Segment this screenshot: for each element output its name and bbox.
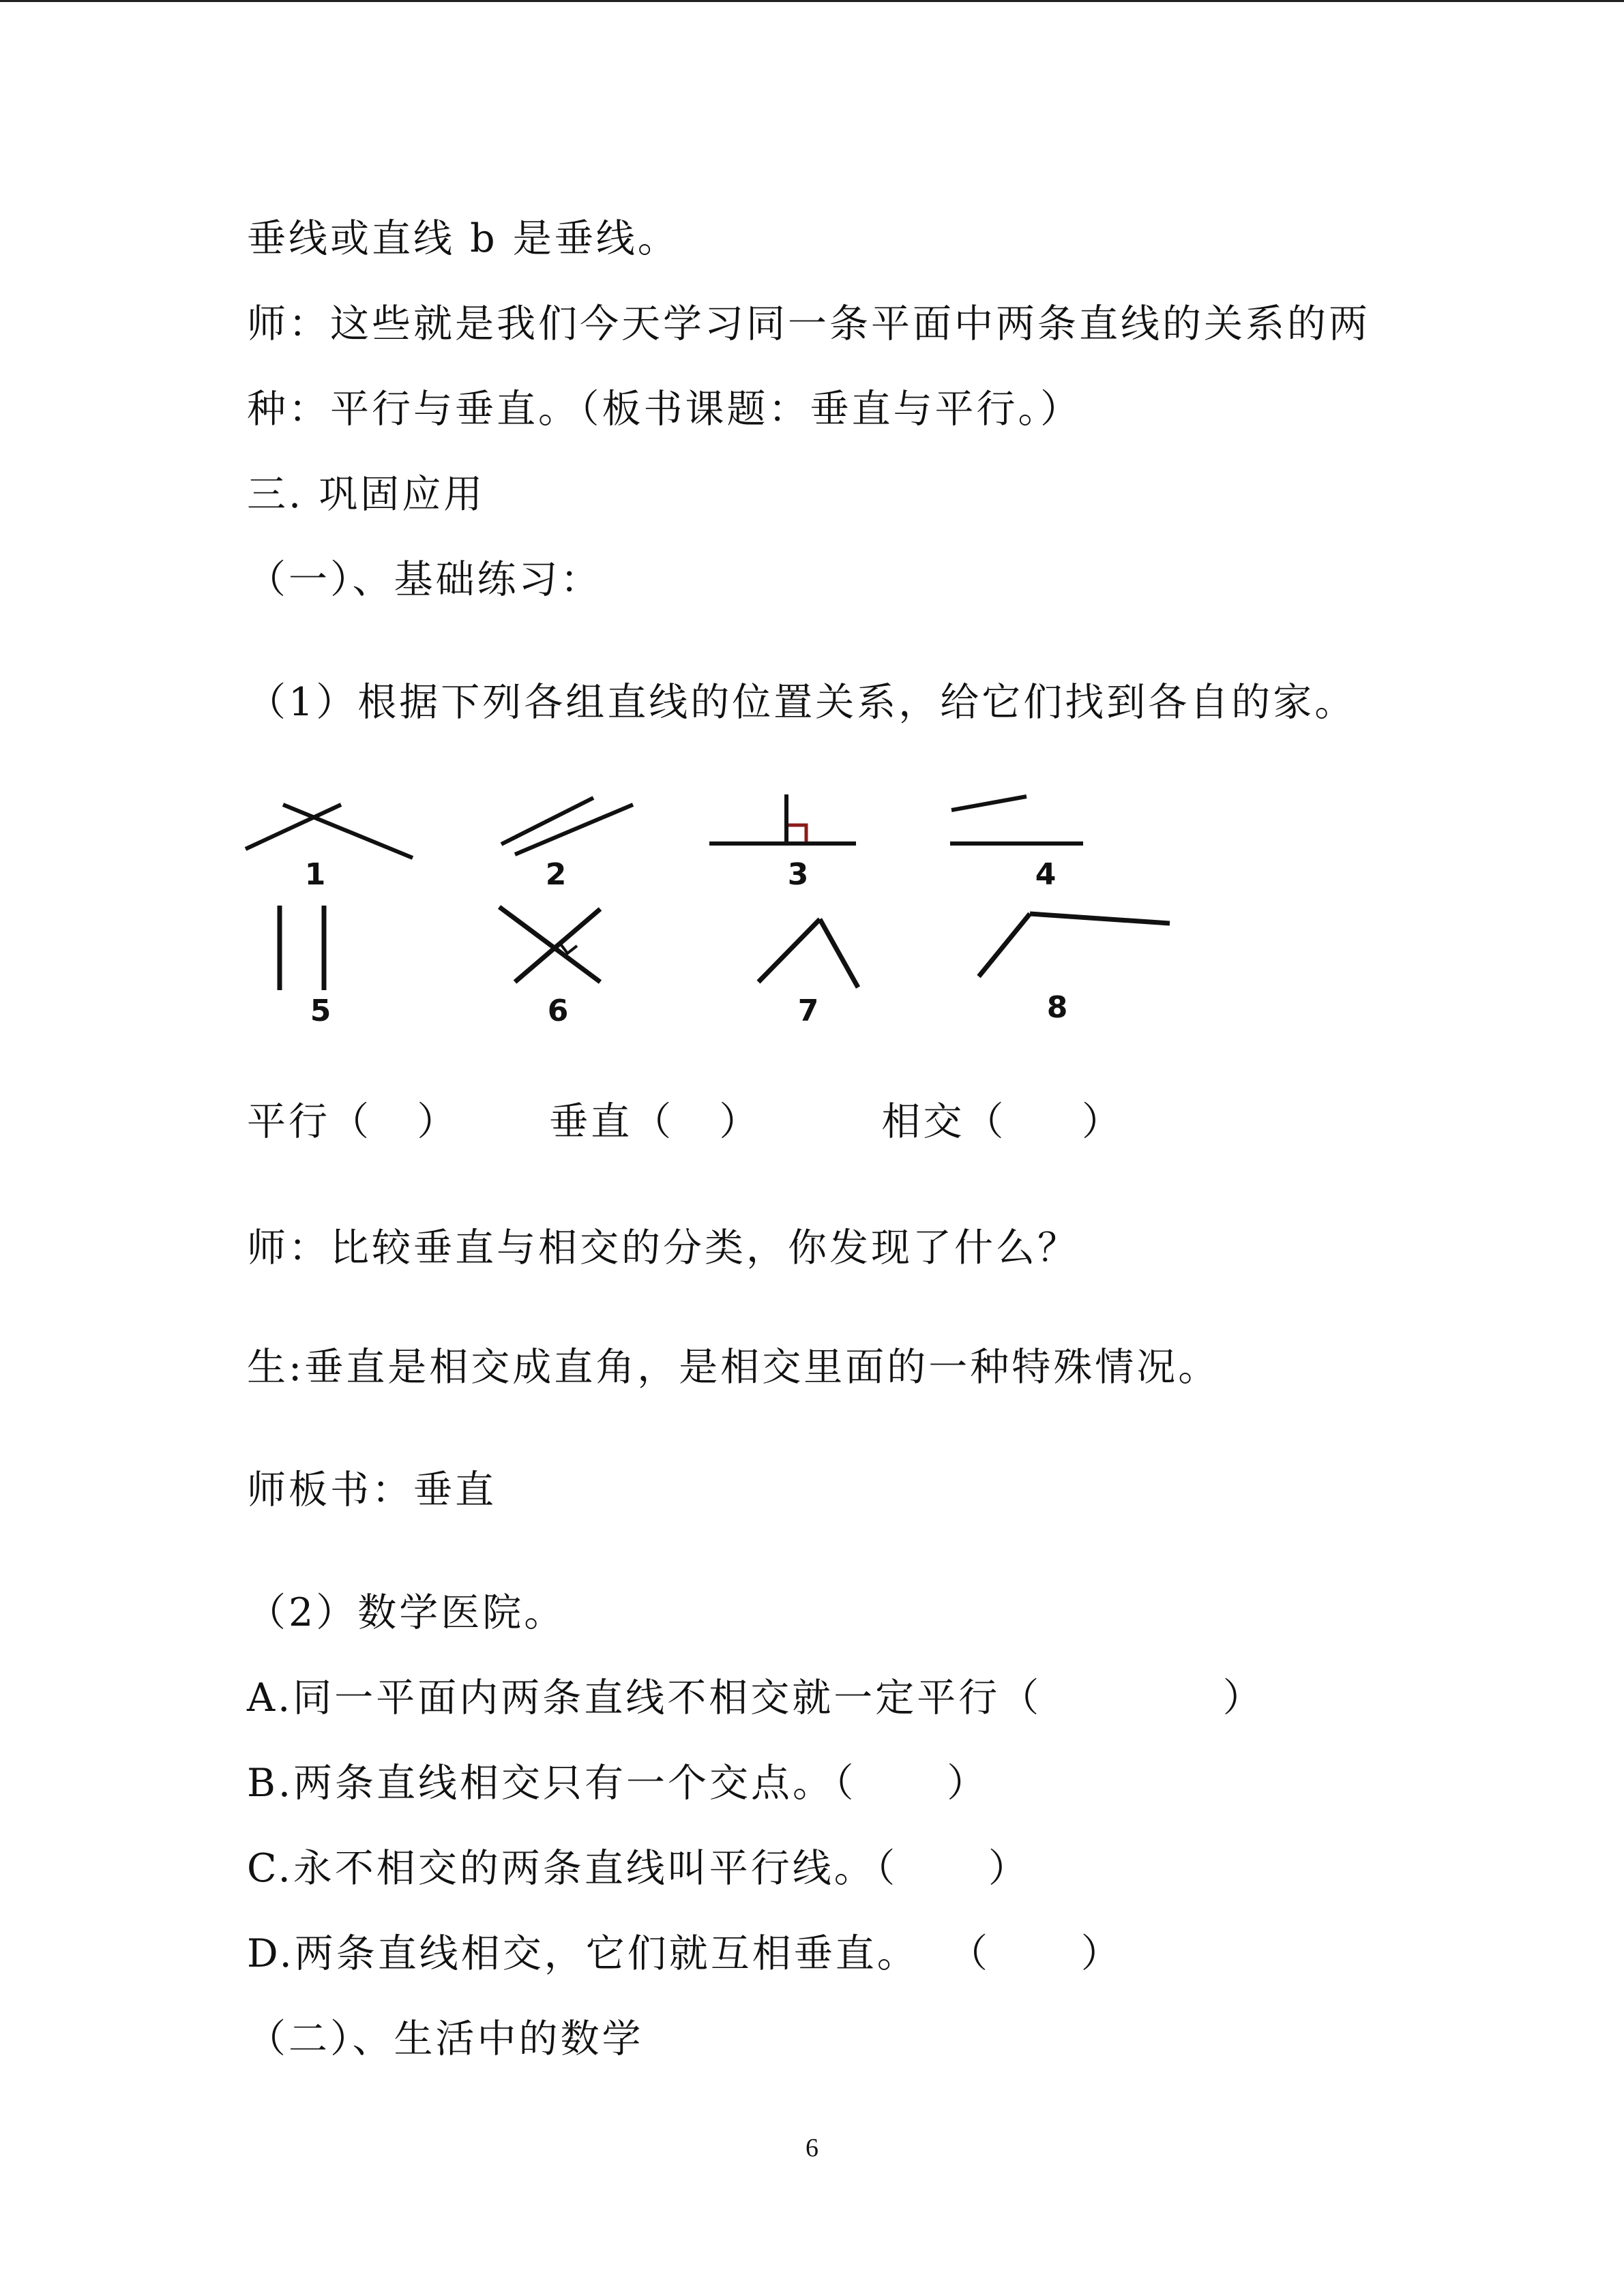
exercise-2-heading: （2）数学医院。 — [247, 1590, 566, 1635]
line-1b — [283, 805, 413, 858]
section-heading-consolidation: 三. 巩固应用 — [247, 472, 486, 517]
text-line-teacher-question: 师：比较垂直与相交的分类，你发现了什么？ — [247, 1225, 1079, 1270]
text-line-1: 垂线或直线 b 是垂线。 — [247, 216, 679, 261]
line-7b — [820, 919, 858, 987]
subsection-heading-basic-practice: （一）、基础练习： — [247, 557, 602, 602]
page-number: 6 — [806, 2134, 818, 2162]
figure-item-2 — [501, 798, 633, 892]
label-1: 1 — [304, 857, 326, 892]
figure-item-6 — [499, 907, 600, 1028]
line-1a — [246, 805, 341, 849]
figure-item-8 — [979, 914, 1170, 1025]
line-8a — [979, 914, 1030, 976]
line-7a — [758, 919, 820, 982]
judgment-item-d: D.两条直线相交，它们就互相垂直。 （ ） — [247, 1931, 1123, 1976]
right-angle-mark — [788, 825, 806, 841]
figure-item-7 — [758, 919, 858, 1028]
line-4-short — [951, 796, 1027, 810]
label-4: 4 — [1035, 857, 1057, 892]
text-line-3: 种：平行与垂直。（板书课题：垂直与平行。） — [247, 387, 1082, 432]
label-5: 5 — [310, 994, 331, 1028]
text-line-2: 师：这些就是我们今天学习同一条平面中两条直线的关系的两 — [247, 301, 1370, 346]
text-line-board-note: 师板书：垂直 — [247, 1467, 497, 1512]
figure-item-5 — [280, 906, 331, 1028]
line-2a — [501, 798, 593, 844]
judgment-item-b: B.两条直线相交只有一个交点。（ ） — [247, 1761, 989, 1806]
figure-item-4 — [950, 796, 1083, 892]
page-top-border — [0, 0, 1624, 2]
line-6a — [499, 907, 600, 982]
figure-item-1 — [246, 805, 413, 892]
label-2: 2 — [545, 857, 567, 892]
label-7: 7 — [797, 994, 819, 1028]
figure-item-3 — [709, 794, 856, 892]
judgment-item-c: C.永不相交的两条直线叫平行线。（ ） — [247, 1846, 1030, 1891]
exercise-1-prompt: （1）根据下列各组直线的位置关系，给它们找到各自的家。 — [247, 680, 1357, 725]
line-relationship-figure — [232, 777, 1187, 1050]
classification-answer-line: 平行（ ） 垂直（ ） 相交（ ） — [247, 1099, 1123, 1144]
line-8b — [1030, 914, 1170, 923]
label-3: 3 — [787, 857, 809, 892]
subsection-heading-life-math: （二）、生活中的数学 — [247, 2016, 644, 2061]
label-6: 6 — [547, 994, 569, 1028]
text-line-student-answer: 生:垂直是相交成直角，是相交里面的一种特殊情况。 — [247, 1345, 1220, 1390]
judgment-item-a: A.同一平面内两条直线不相交就一定平行（ ） — [247, 1675, 1265, 1720]
label-8: 8 — [1046, 990, 1068, 1025]
